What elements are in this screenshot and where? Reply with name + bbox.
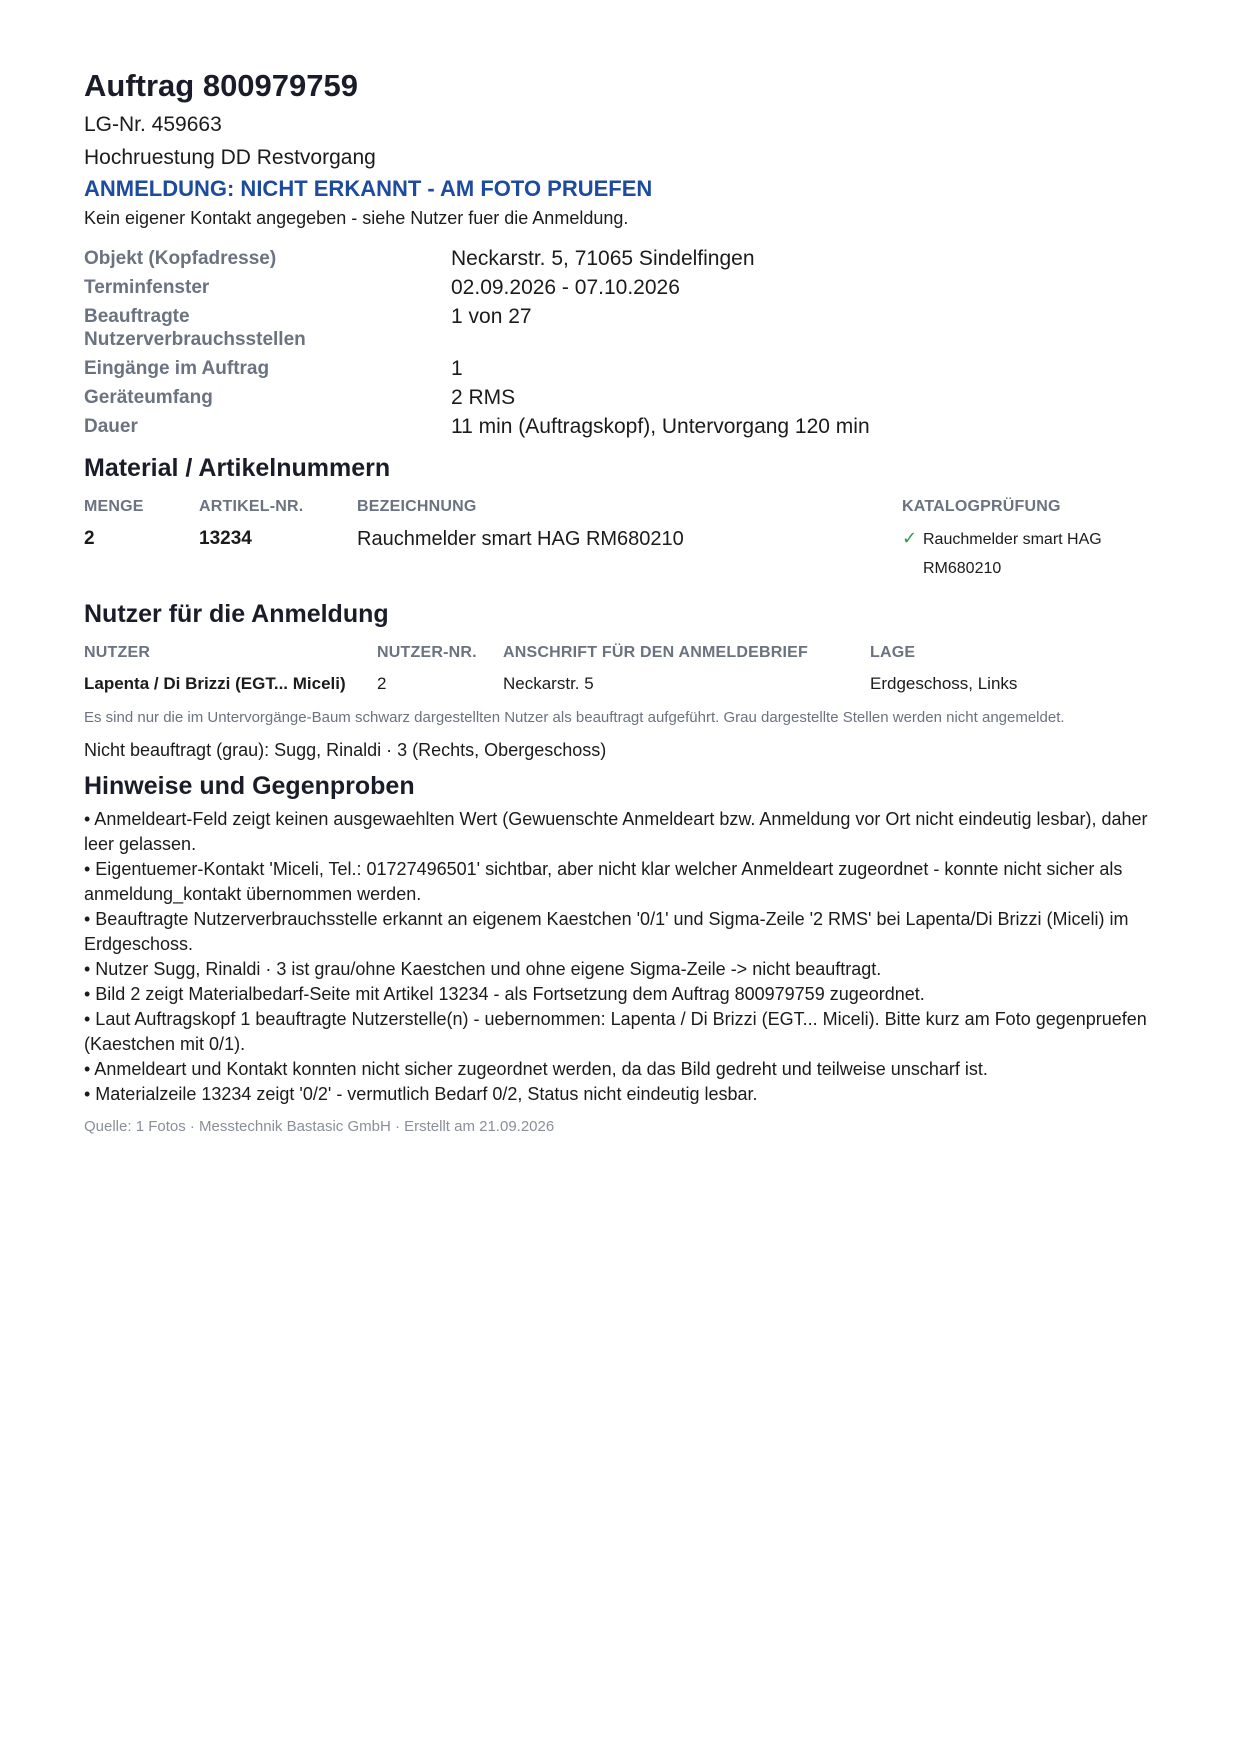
anschrift-cell: Neckarstr. 5 — [503, 674, 594, 693]
detail-value: 02.09.2026 - 07.10.2026 — [451, 276, 680, 299]
list-item: • Materialzeile 13234 zeigt '0/2' - vermutlich Bedarf 0/2, Status nicht eindeutig lesbar. — [84, 1084, 758, 1104]
page-title: Auftrag 800979759 — [84, 68, 358, 103]
nutzer-nr-cell: 2 — [377, 674, 387, 693]
katalog-match: Rauchmelder smart HAG RM680210 — [923, 531, 1102, 577]
lg-number: LG-Nr. 459663 — [84, 113, 222, 136]
lage-cell: Erdgeschoss, Links — [870, 674, 1018, 693]
detail-value: 1 — [451, 357, 463, 380]
nicht-beauftragt: Nicht beauftragt (grau): Sugg, Rinaldi · 3 (Rechts, Obergeschoss) — [84, 740, 607, 760]
material-section — [84, 451, 1157, 583]
column-header-artikel: ARTIKEL-NR. — [199, 498, 304, 515]
detail-row — [84, 302, 1157, 354]
column-header-bezeichnung: BEZEICHNUNG — [357, 498, 477, 515]
nutzer-section — [84, 597, 1157, 761]
detail-label: Geräteumfang — [84, 387, 213, 408]
list-item: • Anmeldeart-Feld zeigt keinen ausgewaehlten Wert (Gewuenschte Anmeldeart bzw. Anmeldung vor Ort nicht eindeutig lesbar), daher leer gelassen. — [84, 809, 1148, 854]
menge-cell: 2 — [84, 528, 95, 549]
material-heading: Material / Artikelnummern — [84, 454, 391, 482]
table-row — [84, 525, 1157, 583]
hinweise-section — [84, 769, 1157, 1107]
list-item: • Bild 2 zeigt Materialbedarf-Seite mit Artikel 13234 - als Fortsetzung dem Auftrag 800979759 zugeordnet. — [84, 984, 925, 1004]
detail-label: Terminfenster — [84, 277, 210, 298]
detail-label: Objekt (Kopfadresse) — [84, 248, 277, 269]
column-header-anschrift: ANSCHRIFT FÜR DEN ANMELDEBRIEF — [503, 644, 808, 661]
detail-value: 2 RMS — [451, 386, 516, 409]
column-header-lage: LAGE — [870, 644, 916, 661]
column-header-nutzer-nr: NUTZER-NR. — [377, 644, 477, 661]
list-item: • Laut Auftragskopf 1 beauftragte Nutzerstelle(n) - uebernommen: Lapenta / Di Brizzi (EGT... Miceli). Bitte kurz am Foto gegenpruefen (Kaestchen mit 0/1). — [84, 1009, 1147, 1054]
list-item: • Nutzer Sugg, Rinaldi · 3 ist grau/ohne Kaestchen und ohne eigene Sigma-Zeile -> nicht beauftragt. — [84, 959, 882, 979]
nutzer-heading: Nutzer für die Anmeldung — [84, 600, 389, 628]
nutzer-note: Es sind nur die im Untervorgänge-Baum schwarz dargestellten Nutzer als beauftragt aufgeführt. Grau dargestellte Stellen werden nicht angemeldet. — [84, 709, 1065, 726]
column-header-menge: MENGE — [84, 498, 144, 515]
detail-value: 1 von 27 — [451, 305, 532, 328]
nutzer-cell: Lapenta / Di Brizzi (EGT... Miceli) — [84, 674, 346, 693]
column-header-nutzer: NUTZER — [84, 644, 151, 661]
nutzer-table-header — [84, 641, 1157, 665]
detail-row — [84, 273, 1157, 302]
list-item: • Beauftragte Nutzerverbrauchsstelle erkannt an eigenem Kaestchen '0/1' und Sigma-Zeile '2 RMS' bei Lapenta/Di Brizzi (Miceli) im Erdgeschoss. — [84, 909, 1129, 954]
table-row — [84, 670, 1157, 698]
vorgang-name: Hochruestung DD Restvorgang — [84, 146, 376, 169]
detail-row — [84, 244, 1157, 273]
katalog-cell — [902, 525, 1157, 583]
contact-note: Kein eigener Kontakt angegeben - siehe Nutzer fuer die Anmeldung. — [84, 208, 629, 228]
detail-label: Eingänge im Auftrag — [84, 358, 270, 379]
detail-row — [84, 354, 1157, 383]
material-table-header — [84, 495, 1157, 519]
registration-status: ANMELDUNG: NICHT ERKANNT - AM FOTO PRUEFEN — [84, 176, 653, 201]
check-icon: ✓ — [902, 528, 918, 548]
artikel-cell: 13234 — [199, 528, 252, 549]
detail-row — [84, 412, 1157, 441]
source-footer: Quelle: 1 Fotos · Messtechnik Bastasic GmbH · Erstellt am 21.09.2026 — [84, 1118, 555, 1135]
detail-label: Dauer — [84, 416, 138, 437]
list-item: • Anmeldeart und Kontakt konnten nicht sicher zugeordnet werden, da das Bild gedreht und teilweise unscharf ist. — [84, 1059, 988, 1079]
bezeichnung-cell: Rauchmelder smart HAG RM680210 — [357, 528, 684, 550]
detail-value: 11 min (Auftragskopf), Untervorgang 120 min — [451, 415, 870, 438]
hinweise-heading: Hinweise und Gegenproben — [84, 772, 415, 800]
details-list — [84, 244, 1157, 441]
detail-value: Neckarstr. 5, 71065 Sindelfingen — [451, 247, 755, 270]
list-item: • Eigentuemer-Kontakt 'Miceli, Tel.: 01727496501' sichtbar, aber nicht klar welcher Anmeldeart zugeordnet - konnte nicht sicher als anmeldung_kontakt übernommen werden. — [84, 859, 1123, 904]
detail-label: Beauftragte Nutzerverbrauchsstellen — [84, 306, 306, 350]
hinweise-list — [84, 807, 1157, 1107]
detail-row — [84, 383, 1157, 412]
column-header-katalog: KATALOGPRÜFUNG — [902, 498, 1061, 515]
